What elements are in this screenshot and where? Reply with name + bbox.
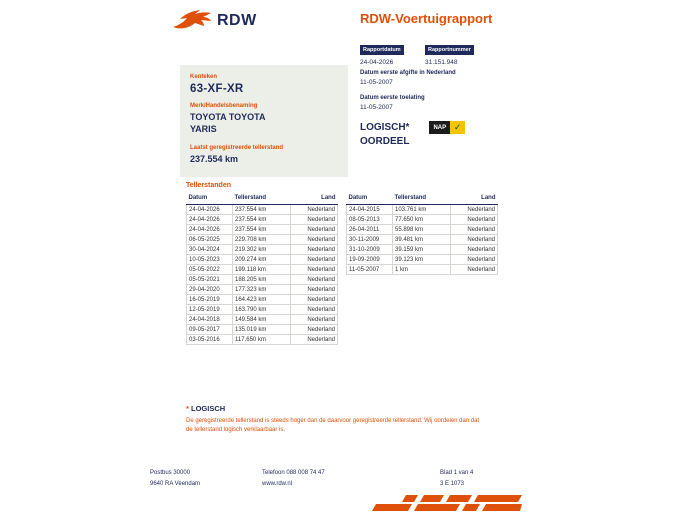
- land-cell: Nederland: [451, 245, 498, 255]
- registration-info: [360, 70, 456, 120]
- datum-cell: 24-04-2015: [347, 205, 393, 215]
- judgement-line1: LOGISCH*: [360, 122, 410, 133]
- tellerstand-cell: 209.274 km: [233, 255, 291, 265]
- land-cell: Nederland: [291, 275, 338, 285]
- tellerstand-cell: 164.423 km: [233, 295, 291, 305]
- tellerstand-row: [347, 205, 498, 215]
- tellerstand-cell: 219.302 km: [233, 245, 291, 255]
- datum-cell: 26-04-2011: [347, 225, 393, 235]
- report-title: RDW-Voertuigrapport: [360, 11, 493, 26]
- land-cell: Nederland: [291, 205, 338, 215]
- land-cell: Nederland: [291, 305, 338, 315]
- footer-page-number: Blad 1 van 4: [440, 470, 474, 476]
- judgement-row: [360, 121, 465, 148]
- tellerstand-cell: 39.481 km: [393, 235, 451, 245]
- nap-check-icon: ✓: [450, 121, 465, 134]
- datum-cell: 12-05-2019: [187, 305, 233, 315]
- tellerstand-row: [347, 225, 498, 235]
- tellerstand-row: [187, 295, 338, 305]
- footnote-title: [186, 404, 486, 413]
- tellerstand-row: [347, 255, 498, 265]
- datum-cell: 05-05-2021: [187, 275, 233, 285]
- tellerstanden-table-left: [186, 193, 338, 345]
- tellerstand-row: [187, 225, 338, 235]
- footnote-title-text: LOGISCH: [191, 404, 226, 413]
- tellerstand-cell: 188.205 km: [233, 275, 291, 285]
- tellerstanden-section: [186, 182, 498, 345]
- tellerstand-cell: 237.554 km: [233, 225, 291, 235]
- datum-cell: 30-11-2009: [347, 235, 393, 245]
- merk-label: Merk/Handelsbenaming: [190, 103, 258, 109]
- judgement-line2: OORDEEL: [360, 135, 410, 147]
- nap-logo: [429, 121, 465, 134]
- footnote-text: De geregistreerde tellerstand is steeds hoger dan de daarvoor geregistreerde tellerstand. Wij oordelen dan dat de tellerstand logisch verklaarbaar is.: [186, 418, 480, 434]
- first-admission-label: Datum eerste toelating: [360, 95, 425, 101]
- tellerstand-cell: 39.159 km: [393, 245, 451, 255]
- rdw-logo-text: RDW: [217, 12, 257, 29]
- tellerstand-row: [187, 285, 338, 295]
- tellerstand-cell: 1 km: [393, 265, 451, 275]
- land-cell: Nederland: [451, 255, 498, 265]
- table-header-row: [347, 193, 498, 205]
- datum-cell: 05-05-2022: [187, 265, 233, 275]
- land-cell: Nederland: [291, 325, 338, 335]
- logisch-footnote: [186, 404, 486, 436]
- tellerstanden-title: Tellerstanden: [186, 182, 231, 189]
- land-cell: Nederland: [291, 255, 338, 265]
- footer-pageinfo: [440, 468, 473, 490]
- footer-doc-code: 3 E 1073: [440, 480, 465, 487]
- report-number-label: Rapportnummer: [425, 45, 474, 55]
- tellerstanden-tables: [186, 193, 498, 345]
- report-number-value: 31.151.948: [425, 59, 458, 66]
- laatste-tellerstand-value: 237.554 km: [190, 154, 239, 165]
- table-header-row: [187, 193, 338, 205]
- laatste-tellerstand-label: Laatst geregistreerde tellerstand: [190, 145, 284, 152]
- tellerstand-row: [187, 205, 338, 215]
- tellerstand-row: [187, 335, 338, 345]
- merk-value: TOYOTA TOYOTA YARIS: [190, 112, 266, 134]
- tellerstand-row: [187, 255, 338, 265]
- tellerstand-cell: 117.650 km: [233, 335, 291, 345]
- land-cell: Nederland: [291, 225, 338, 235]
- datum-cell: 16-05-2019: [187, 295, 233, 305]
- tellerstand-row: [347, 215, 498, 225]
- tellerstand-cell: 39.123 km: [393, 255, 451, 265]
- datum-cell: 08-05-2013: [347, 215, 393, 225]
- col-header-land: Land: [451, 193, 498, 205]
- first-issue-label: Datum eerste afgifte in Nederland: [360, 70, 456, 76]
- tellerstand-cell: 229.708 km: [233, 235, 291, 245]
- vehicle-summary-box: [180, 65, 348, 177]
- tellerstand-row: [187, 275, 338, 285]
- col-header-tellerstand: Tellerstand: [393, 193, 451, 205]
- col-header-datum: Datum: [347, 193, 393, 205]
- land-cell: Nederland: [291, 295, 338, 305]
- land-cell: Nederland: [291, 285, 338, 295]
- kenteken-value: 63-XF-XR: [190, 83, 244, 95]
- col-header-land: Land: [291, 193, 338, 205]
- tellerstanden-table-right: [346, 193, 498, 275]
- tellerstand-cell: 135.019 km: [233, 325, 291, 335]
- report-meta: [360, 38, 482, 66]
- datum-cell: 11-05-2007: [347, 265, 393, 275]
- nap-logo-text: NAP: [429, 121, 450, 134]
- datum-cell: 31-10-2009: [347, 245, 393, 255]
- land-cell: Nederland: [451, 265, 498, 275]
- land-cell: Nederland: [291, 235, 338, 245]
- tellerstand-cell: 237.554 km: [233, 205, 291, 215]
- datum-cell: 19-09-2009: [347, 255, 393, 265]
- kenteken-label: Kenteken: [190, 74, 218, 80]
- footer-contact: [262, 468, 325, 490]
- datum-cell: 24-04-2018: [187, 315, 233, 325]
- datum-cell: 09-05-2017: [187, 325, 233, 335]
- rdw-eagle-icon: [172, 8, 212, 34]
- land-cell: Nederland: [291, 315, 338, 325]
- land-cell: Nederland: [291, 245, 338, 255]
- report-number-block: [425, 38, 482, 66]
- footer-phone: Telefoon 088 008 74 47: [262, 470, 325, 476]
- tellerstand-row: [187, 215, 338, 225]
- land-cell: Nederland: [451, 235, 498, 245]
- datum-cell: 24-04-2026: [187, 225, 233, 235]
- footnote-asterisk: *: [186, 404, 189, 413]
- tellerstand-cell: 163.790 km: [233, 305, 291, 315]
- footer-address-line2: 9640 RA Veendam: [150, 480, 201, 487]
- tellerstand-row: [347, 235, 498, 245]
- land-cell: Nederland: [291, 265, 338, 275]
- tellerstand-row: [347, 265, 498, 275]
- land-cell: Nederland: [451, 225, 498, 235]
- rdw-stripes-graphic: [372, 494, 522, 513]
- tellerstand-row: [187, 325, 338, 335]
- datum-cell: 03-05-2016: [187, 335, 233, 345]
- tellerstand-cell: 149.584 km: [233, 315, 291, 325]
- tellerstand-row: [187, 265, 338, 275]
- footer-website-link[interactable]: www.rdw.nl: [262, 480, 293, 487]
- datum-cell: 24-04-2026: [187, 205, 233, 215]
- datum-cell: 30-04-2024: [187, 245, 233, 255]
- land-cell: Nederland: [451, 215, 498, 225]
- tellerstand-row: [187, 235, 338, 245]
- tellerstand-row: [187, 305, 338, 315]
- report-date-value: 24-04-2026: [360, 59, 394, 66]
- first-issue-value: 11-05-2007: [360, 79, 393, 86]
- judgement-text: [360, 121, 409, 148]
- report-date-label: Rapportdatum: [360, 45, 404, 55]
- tellerstand-row: [187, 315, 338, 325]
- land-cell: Nederland: [291, 335, 338, 345]
- tellerstand-row: [347, 245, 498, 255]
- land-cell: Nederland: [451, 205, 498, 215]
- rdw-logo: [172, 8, 257, 34]
- datum-cell: 06-05-2025: [187, 235, 233, 245]
- first-admission-value: 11-05-2007: [360, 104, 393, 111]
- land-cell: Nederland: [291, 215, 338, 225]
- footer-address: [150, 468, 200, 490]
- report-date-block: [360, 38, 417, 66]
- tellerstand-cell: 237.554 km: [233, 215, 291, 225]
- tellerstand-cell: 103.761 km: [393, 205, 451, 215]
- datum-cell: 29-04-2020: [187, 285, 233, 295]
- tellerstand-cell: 77.650 km: [393, 215, 451, 225]
- datum-cell: 24-04-2026: [187, 215, 233, 225]
- datum-cell: 10-05-2023: [187, 255, 233, 265]
- col-header-datum: Datum: [187, 193, 233, 205]
- col-header-tellerstand: Tellerstand: [233, 193, 291, 205]
- tellerstand-row: [187, 245, 338, 255]
- tellerstand-cell: 177.323 km: [233, 285, 291, 295]
- tellerstand-cell: 55.898 km: [393, 225, 451, 235]
- tellerstand-cell: 199.118 km: [233, 265, 291, 275]
- footer-address-line1: Postbus 30000: [150, 470, 191, 476]
